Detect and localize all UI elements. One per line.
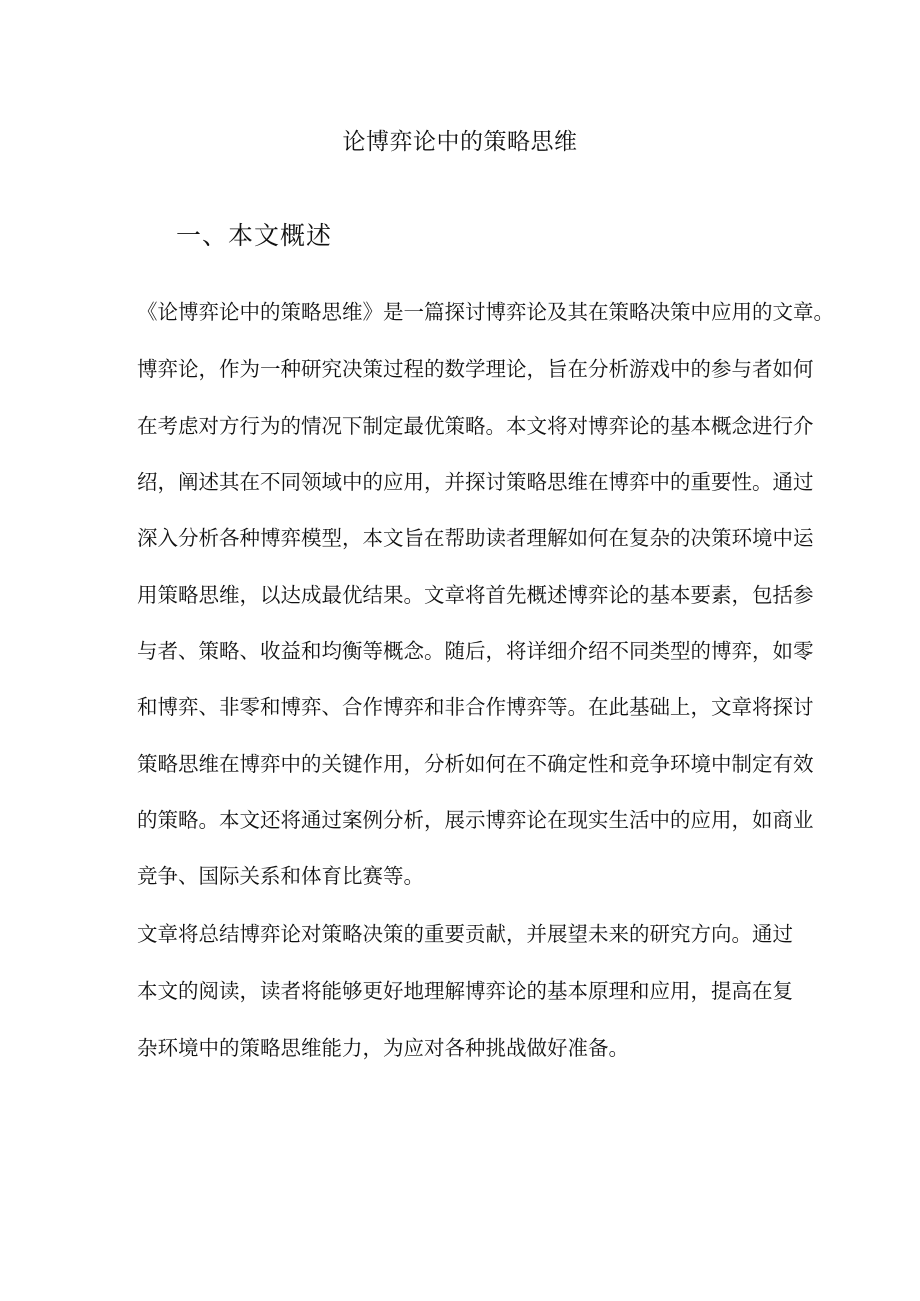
- section-heading: 一、本文概述: [176, 221, 333, 250]
- paragraph-line: 杂环境中的策略思维能力，为应对各种挑战做好准备。: [137, 1036, 629, 1060]
- paragraph-line: 竞争、国际关系和体育比赛等。: [137, 864, 424, 888]
- paragraph-line: 博弈论，作为一种研究决策过程的数学理论，旨在分析游戏中的参与者如何: [137, 357, 814, 381]
- paragraph-line: 与者、策略、收益和均衡等概念。随后，将详细介绍不同类型的博弈，如零: [137, 639, 814, 663]
- paragraph-line: 策略思维在博弈中的关键作用，分析如何在不确定性和竞争环境中制定有效: [137, 752, 814, 776]
- paragraph-line: 《论博弈论中的策略思维》是一篇探讨博弈论及其在策略决策中应用的文章。: [137, 300, 834, 324]
- paragraph-line: 在考虑对方行为的情况下制定最优策略。本文将对博弈论的基本概念进行介: [137, 414, 814, 438]
- paragraph-line: 文章将总结博弈论对策略决策的重要贡献，并展望未来的研究方向。通过: [137, 922, 793, 946]
- paragraph-line: 本文的阅读，读者将能够更好地理解博弈论的基本原理和应用，提高在复: [137, 979, 793, 1003]
- paragraph-line: 和博弈、非零和博弈、合作博弈和非合作博弈等。在此基础上，文章将探讨: [137, 695, 814, 719]
- paragraph-line: 绍，阐述其在不同领域中的应用，并探讨策略思维在博弈中的重要性。通过: [137, 470, 814, 494]
- document-title: 论博弈论中的策略思维: [342, 129, 578, 155]
- paragraph-line: 用策略思维，以达成最优结果。文章将首先概述博弈论的基本要素，包括参: [137, 583, 814, 607]
- paragraph-line: 深入分析各种博弈模型，本文旨在帮助读者理解如何在复杂的决策环境中运: [137, 526, 814, 550]
- paragraph-line: 的策略。本文还将通过案例分析，展示博弈论在现实生活中的应用，如商业: [137, 808, 814, 832]
